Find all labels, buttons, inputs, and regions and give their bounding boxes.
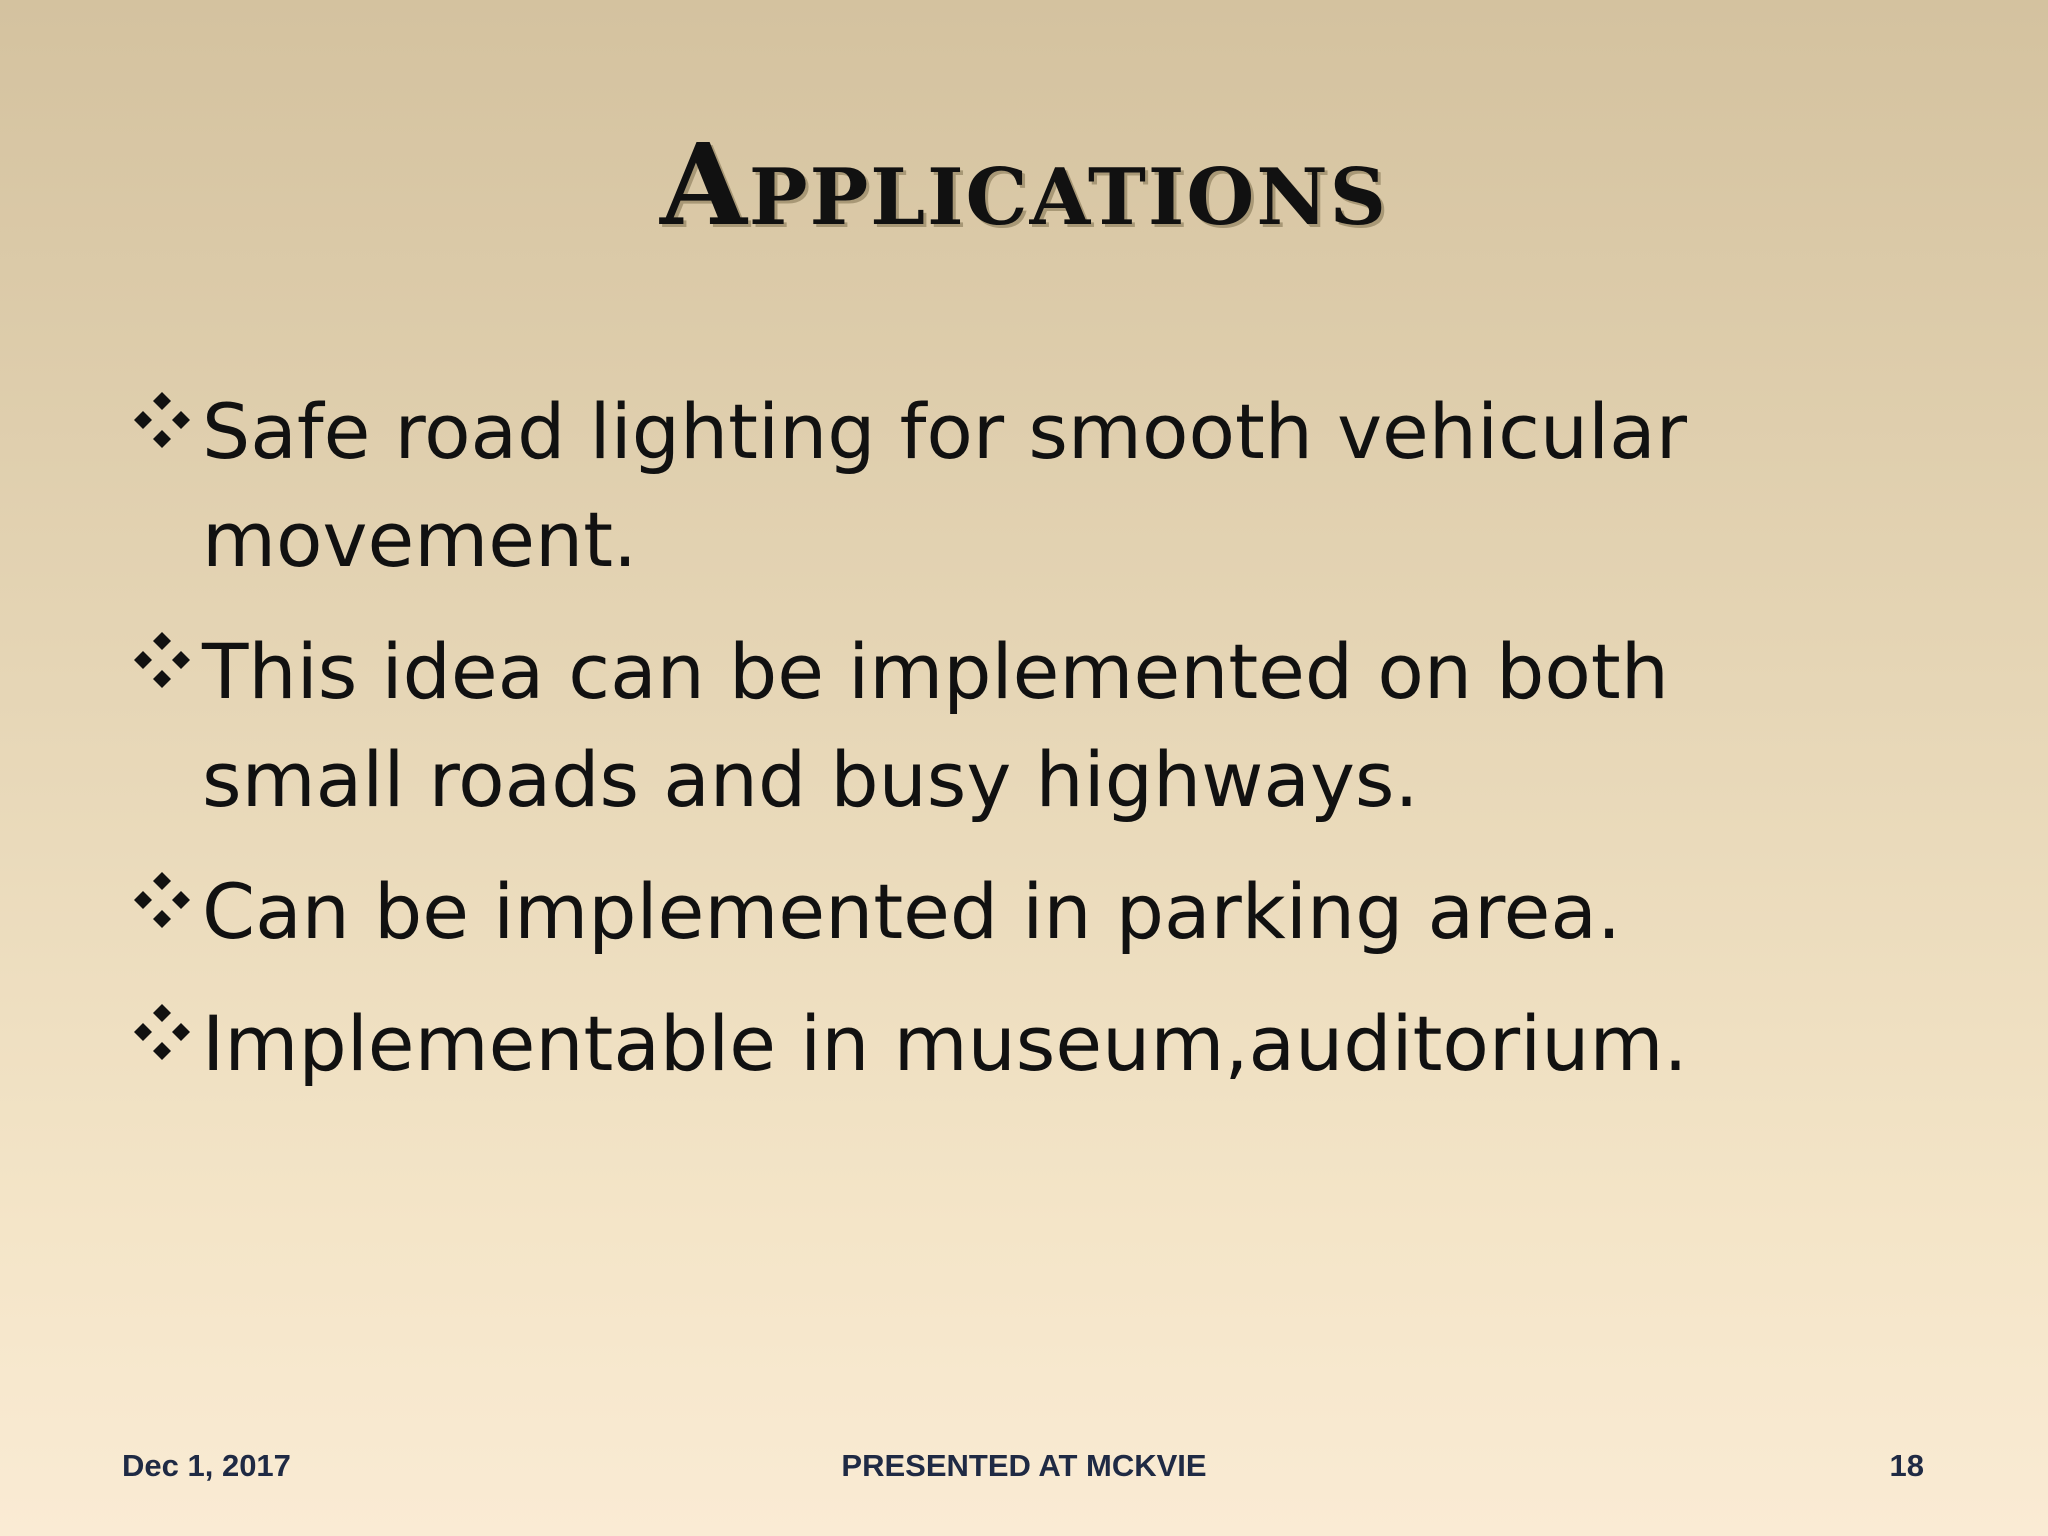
four-diamonds-bullet-icon: [130, 1000, 194, 1064]
four-diamonds-bullet-icon: [130, 388, 194, 452]
bullet-item: [130, 618, 1780, 834]
bullet-item: [130, 990, 1780, 1098]
footer-presenter: PRESENTED AT MCKVIE: [841, 1448, 1207, 1483]
bullet-text: Can be implemented in parking area.: [202, 867, 1622, 956]
bullet-list: [130, 378, 1780, 1122]
slide-title: Applications: [660, 120, 1388, 251]
bullet-text: Implementable in museum,auditorium.: [202, 999, 1688, 1088]
footer-date: Dec 1, 2017: [122, 1448, 291, 1483]
four-diamonds-bullet-icon: [130, 868, 194, 932]
bullet-item: [130, 378, 1780, 594]
bullet-text: This idea can be implemented on both small roads and busy highways.: [202, 627, 1669, 824]
bullet-text: Safe road lighting for smooth vehicular movement.: [202, 387, 1687, 584]
bullet-item: [130, 858, 1780, 966]
slide-number: 18: [1889, 1448, 1924, 1483]
four-diamonds-bullet-icon: [130, 628, 194, 692]
